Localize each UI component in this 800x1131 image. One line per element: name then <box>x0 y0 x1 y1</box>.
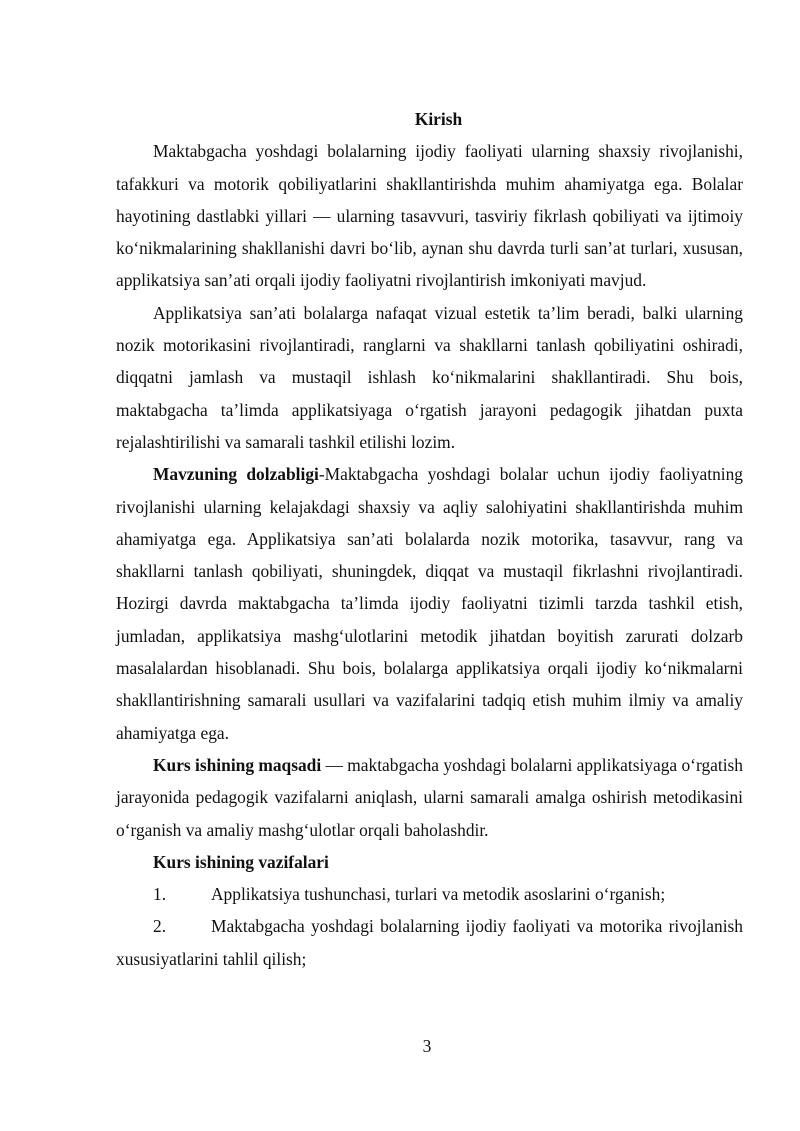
document-page <box>116 103 743 975</box>
goal-paragraph <box>116 749 743 846</box>
goal-lead: Kurs ishining maqsadi <box>153 754 322 775</box>
list-item-text: Applikatsiya tushunchasi, turlari va metodik asoslarini o‘rganish; <box>211 884 666 905</box>
tasks-heading: Kurs ishining vazifalari <box>153 851 329 872</box>
relevance-lead: Mavzuning dolzabligi <box>153 464 319 485</box>
section-heading: Kirish <box>414 109 463 129</box>
list-item-text: Maktabgacha yoshdagi bolalarning ijodiy faoliyati va motorika rivojlanish xususiyatlarini tahlil qilish; <box>116 916 743 969</box>
intro-paragraph-1: Maktabgacha yoshdagi bolalarning ijodiy faoliyati ularning shaxsiy rivojlanishi, tafakkuri va motorik qobiliyatlarini shakllantirishda muhim ahamiyatga ega. Bolalar hayotining dastlabki yillari — ularning tasavvuri, tasviriy fikrlash qobiliyati va ijtimoiy ko‘nikmalarining shakllanishi davri bo‘lib, aynan shu davrda turli san’at turlari, xususan, applikatsiya san’ati orqali ijodiy faoliyatni rivojlantirish imkoniyati mavjud. <box>116 141 743 291</box>
list-item <box>116 910 743 975</box>
list-item-number: 1. <box>153 884 167 905</box>
goal-text: — maktabgacha yoshdagi bolalarni applikatsiyaga o‘rgatish jarayonida pedagogik vazifalarni aniqlash, ularni samarali amalga oshirish metodikasini o‘rganish va amaliy mashg‘ulotlar orqali baholashdir. <box>116 754 743 840</box>
intro-paragraph-2: Applikatsiya san’ati bolalarga nafaqat vizual estetik ta’lim beradi, balki ularning nozik motorikasini rivojlantiradi, ranglarni va shakllarni tanlash qobiliyatini oshiradi, diqqatni jamlash va mustaqil ishlash ko‘nikmalarini shakllantiradi. Shu bois, maktabgacha ta’limda applikatsiyaga o‘rgatish jarayoni pedagogik jihatdan puxta rejalashtirilishi va samarali tashkil etilishi lozim. <box>116 302 743 452</box>
page-number: 3 <box>422 1036 432 1056</box>
list-item <box>116 878 743 910</box>
list-item-number: 2. <box>153 916 167 937</box>
relevance-paragraph <box>116 458 743 749</box>
relevance-text: -Maktabgacha yoshdagi bolalar uchun ijodiy faoliyatning rivojlanishi ularning kelajakdagi shaxsiy va aqliy salohiyatini shakllantirishda muhim ahamiyatga ega. Applikatsiya san’ati bolalarda nozik motorika, tasavvur, rang va shakllarni tanlash qobiliyati, shuningdek, diqqat va mustaqil fikrlashni rivojlantiradi. Hozirgi davrda maktabgacha ta’limda ijodiy faoliyatni tizimli tarzda tashkil etish, jumladan, applikatsiya mashg‘ulotlarini metodik jihatdan boyitish zarurati dolzarb masalalardan hisoblanadi. Shu bois, bolalarga applikatsiya orqali ijodiy ko‘nikmalarni shakllantirishning samarali usullari va vazifalarini tadqiq etish muhim ilmiy va amaliy ahamiyatga ega. <box>116 464 743 743</box>
